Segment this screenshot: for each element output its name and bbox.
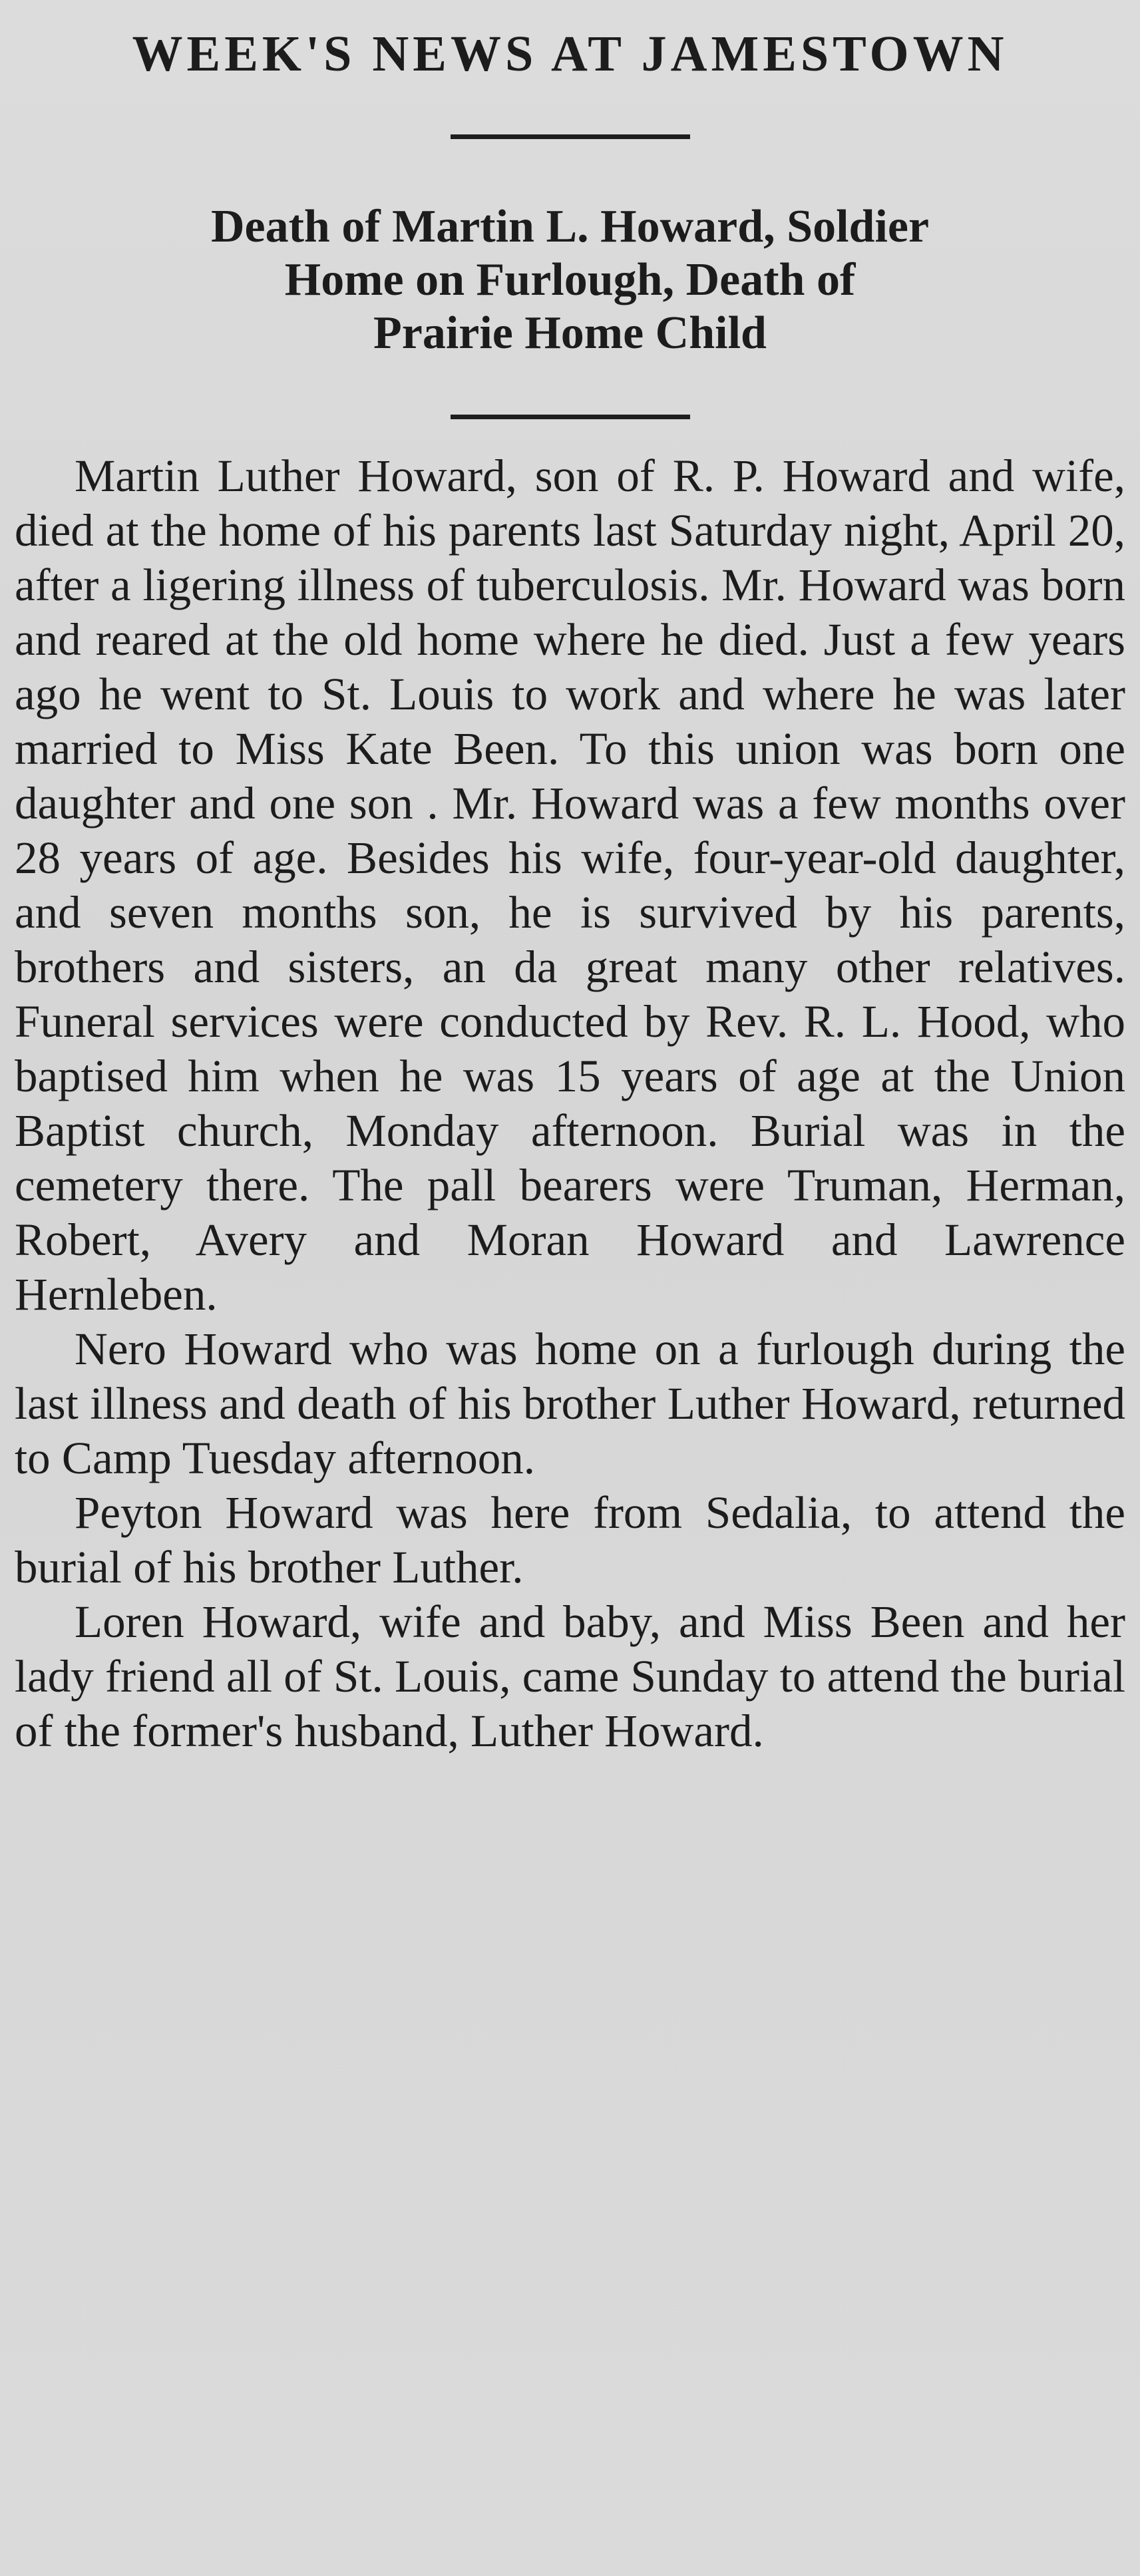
subheadline-line: Prairie Home Child [373, 307, 767, 359]
subheadline-rule [451, 415, 690, 419]
subheadline-line: Home on Furlough, Death of [284, 254, 856, 305]
obituary-paragraph: Martin Luther Howard, son of R. P. Howard and wife, died at the home of his parents last Saturday night, April 20, after a ligering illness of tuberculosis. Mr. Howard was born and reared at the old home where he died. Just a few years ago he went to St. Louis to work and where he was later married to Miss Kate Been. To this union was born one daughter and one son . Mr. Howard was a few months over 28 years of age. Besides his wife, four-year-old daughter, and seven months son, he is survived by his parents, brothers and sisters, an da great many other relatives. Funeral services were conducted by Rev. R. L. Hood, who baptised him when he was 15 years of age at the Union Baptist church, Monday afternoon. Burial was in the cemetery there. The pall bearers were Truman, Herman, Robert, Avery and Moran Howard and Lawrence Hernleben. [15, 450, 1125, 1320]
headline: WEEK'S NEWS AT JAMESTOWN [132, 26, 1008, 82]
subheadline [15, 200, 1125, 360]
subheadline-line: Death of Martin L. Howard, Soldier [210, 200, 930, 252]
news-paragraph: Nero Howard who was home on a furlough during the last illness and death of his brother Luther Howard, returned to Camp Tuesday afternoon. [15, 1323, 1125, 1483]
news-paragraph: Peyton Howard was here from Sedalia, to attend the burial of his brother Luther. [15, 1487, 1125, 1592]
headline-rule [451, 134, 690, 139]
news-paragraph: Loren Howard, wife and baby, and Miss Been and her lady friend all of St. Louis, came Sunday to attend the burial of the former's husband, Luther Howard. [15, 1596, 1126, 1756]
article-body [15, 449, 1125, 1758]
